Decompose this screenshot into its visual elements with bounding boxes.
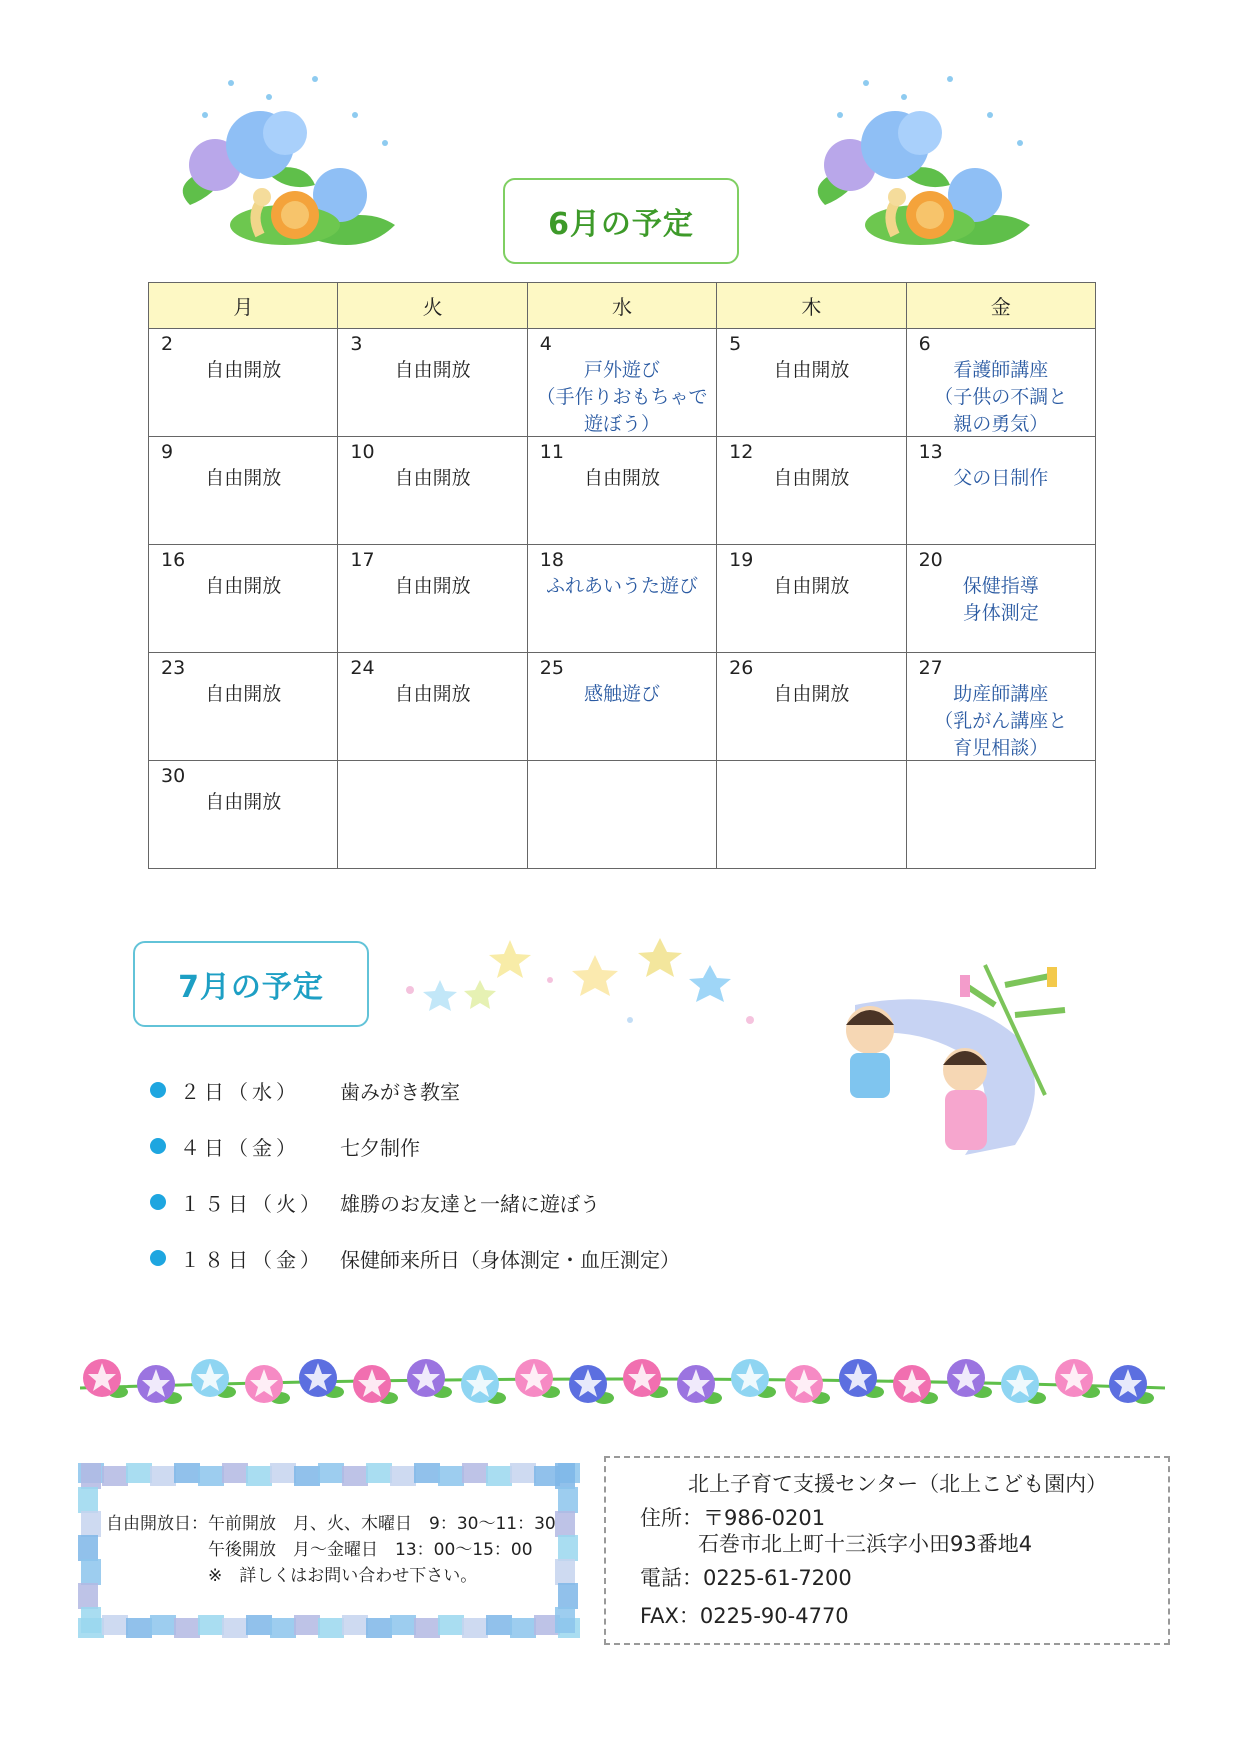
day-number: 3	[350, 333, 363, 355]
calendar-day-cell	[338, 761, 527, 869]
day-number: 2	[161, 333, 174, 355]
calendar-day-cell	[717, 437, 906, 545]
july-event-date: ４日（金）	[180, 1135, 300, 1160]
june-schedule-title: 6月の予定	[503, 178, 739, 264]
contact-title: 北上子育て支援センター（北上こども園内）	[688, 1472, 1108, 1496]
hours-morning: 午前開放 月、火、木曜日 9：30～11：30	[208, 1514, 556, 1534]
day-event: 保健指導 身体測定	[962, 575, 1039, 624]
weekday-header-row	[149, 283, 1096, 329]
day-event: ふれあいうた遊び	[545, 575, 698, 597]
july-event-text: 雄勝のお友達と一緒に遊ぼう	[340, 1191, 600, 1216]
july-event-item	[150, 1174, 680, 1230]
day-event: 自由開放	[205, 467, 282, 489]
day-event: 自由開放	[394, 683, 471, 705]
weekday-header: 金	[906, 283, 1095, 329]
day-event: 自由開放	[773, 359, 850, 381]
july-event-item	[150, 1230, 680, 1286]
hours-info	[106, 1511, 556, 1589]
july-event-item	[150, 1118, 680, 1174]
calendar-day-cell	[717, 545, 906, 653]
contact-address: 石巻市北上町十三浜字小田93番地4	[698, 1532, 1033, 1556]
calendar-day-cell	[527, 437, 716, 545]
july-schedule-title: 7月の予定	[133, 941, 369, 1027]
day-event: 自由開放	[205, 575, 282, 597]
day-number: 10	[350, 441, 375, 463]
day-number: 13	[918, 441, 943, 463]
day-number: 6	[918, 333, 931, 355]
day-number: 4	[539, 333, 552, 355]
calendar-day-cell	[149, 761, 338, 869]
day-event: 父の日制作	[953, 467, 1049, 489]
morning-glory-border-illustration	[80, 1350, 1165, 1410]
day-number: 19	[729, 549, 754, 571]
weekday-header: 水	[527, 283, 716, 329]
hydrangea-snail-left-illustration	[165, 75, 405, 255]
day-number: 5	[729, 333, 742, 355]
day-event: 感触遊び	[583, 683, 660, 705]
calendar-day-cell	[906, 329, 1095, 437]
calendar-day-cell	[527, 761, 716, 869]
day-number: 24	[350, 657, 375, 679]
calendar-week-row	[149, 653, 1096, 761]
bullet-icon	[150, 1082, 166, 1098]
july-event-text: 保健師来所日（身体測定・血圧測定）	[340, 1247, 680, 1272]
day-number: 12	[729, 441, 754, 463]
day-number: 9	[161, 441, 174, 463]
july-event-date: １５日（火）	[180, 1191, 324, 1216]
calendar-week-row	[149, 329, 1096, 437]
hours-note: ※ 詳しくはお問い合わせ下さい。	[208, 1566, 478, 1586]
hours-afternoon: 午後開放 月～金曜日 13：00～15：00	[208, 1540, 533, 1560]
bullet-icon	[150, 1194, 166, 1210]
july-event-item	[150, 1062, 680, 1118]
day-number: 18	[539, 549, 564, 571]
hydrangea-snail-right-illustration	[800, 75, 1040, 255]
day-number: 16	[161, 549, 186, 571]
day-event: 助産師講座 （乳がん講座と 育児相談）	[934, 683, 1068, 759]
calendar-day-cell	[527, 329, 716, 437]
calendar-day-cell	[906, 437, 1095, 545]
tanabata-stars-illustration	[380, 920, 780, 1050]
calendar-day-cell	[149, 329, 338, 437]
calendar-week-row	[149, 437, 1096, 545]
day-event: 自由開放	[205, 791, 282, 813]
hours-label: 自由開放日：	[106, 1514, 208, 1534]
calendar-day-cell	[717, 653, 906, 761]
day-event: 自由開放	[205, 359, 282, 381]
contact-fax: FAX：0225-90-4770	[640, 1604, 849, 1628]
july-event-text: 歯みがき教室	[340, 1079, 460, 1104]
calendar-day-cell	[527, 653, 716, 761]
day-number: 23	[161, 657, 186, 679]
day-event: 自由開放	[394, 575, 471, 597]
bullet-icon	[150, 1250, 166, 1266]
day-number: 20	[918, 549, 943, 571]
bullet-icon	[150, 1138, 166, 1154]
june-calendar	[148, 282, 1096, 869]
july-event-date: ２日（水）	[180, 1079, 300, 1104]
day-number: 26	[729, 657, 754, 679]
day-event: 自由開放	[773, 683, 850, 705]
day-number: 11	[539, 441, 564, 463]
contact-postal: 〒986-0201	[703, 1506, 826, 1530]
contact-address-label: 住所：〒986-0201	[640, 1506, 826, 1530]
day-event: 戸外遊び （手作りおもちゃで 遊ぼう）	[536, 359, 708, 435]
tanabata-children-illustration	[815, 945, 1085, 1175]
july-event-text: 七夕制作	[340, 1135, 420, 1160]
july-event-date: １８日（金）	[180, 1247, 324, 1272]
calendar-week-row	[149, 761, 1096, 869]
calendar-day-cell	[149, 545, 338, 653]
calendar-day-cell	[338, 653, 527, 761]
calendar-day-cell	[338, 329, 527, 437]
day-number: 30	[161, 765, 186, 787]
calendar-day-cell	[338, 545, 527, 653]
contact-phone: 電話：0225-61-7200	[640, 1566, 852, 1590]
day-number: 27	[918, 657, 943, 679]
day-number: 25	[539, 657, 564, 679]
weekday-header: 月	[149, 283, 338, 329]
calendar-week-row	[149, 545, 1096, 653]
weekday-header: 火	[338, 283, 527, 329]
day-event: 自由開放	[394, 467, 471, 489]
day-event: 看護師講座 （子供の不調と 親の勇気）	[934, 359, 1068, 435]
calendar-day-cell	[149, 653, 338, 761]
calendar-day-cell	[717, 761, 906, 869]
calendar-day-cell	[717, 329, 906, 437]
day-event: 自由開放	[773, 575, 850, 597]
weekday-header: 木	[717, 283, 906, 329]
calendar-day-cell	[906, 761, 1095, 869]
day-event: 自由開放	[583, 467, 660, 489]
calendar-day-cell	[906, 653, 1095, 761]
day-event: 自由開放	[205, 683, 282, 705]
calendar-day-cell	[338, 437, 527, 545]
calendar-day-cell	[149, 437, 338, 545]
day-number: 17	[350, 549, 375, 571]
calendar-day-cell	[906, 545, 1095, 653]
july-event-list	[150, 1062, 680, 1286]
day-event: 自由開放	[394, 359, 471, 381]
calendar-day-cell	[527, 545, 716, 653]
day-event: 自由開放	[773, 467, 850, 489]
